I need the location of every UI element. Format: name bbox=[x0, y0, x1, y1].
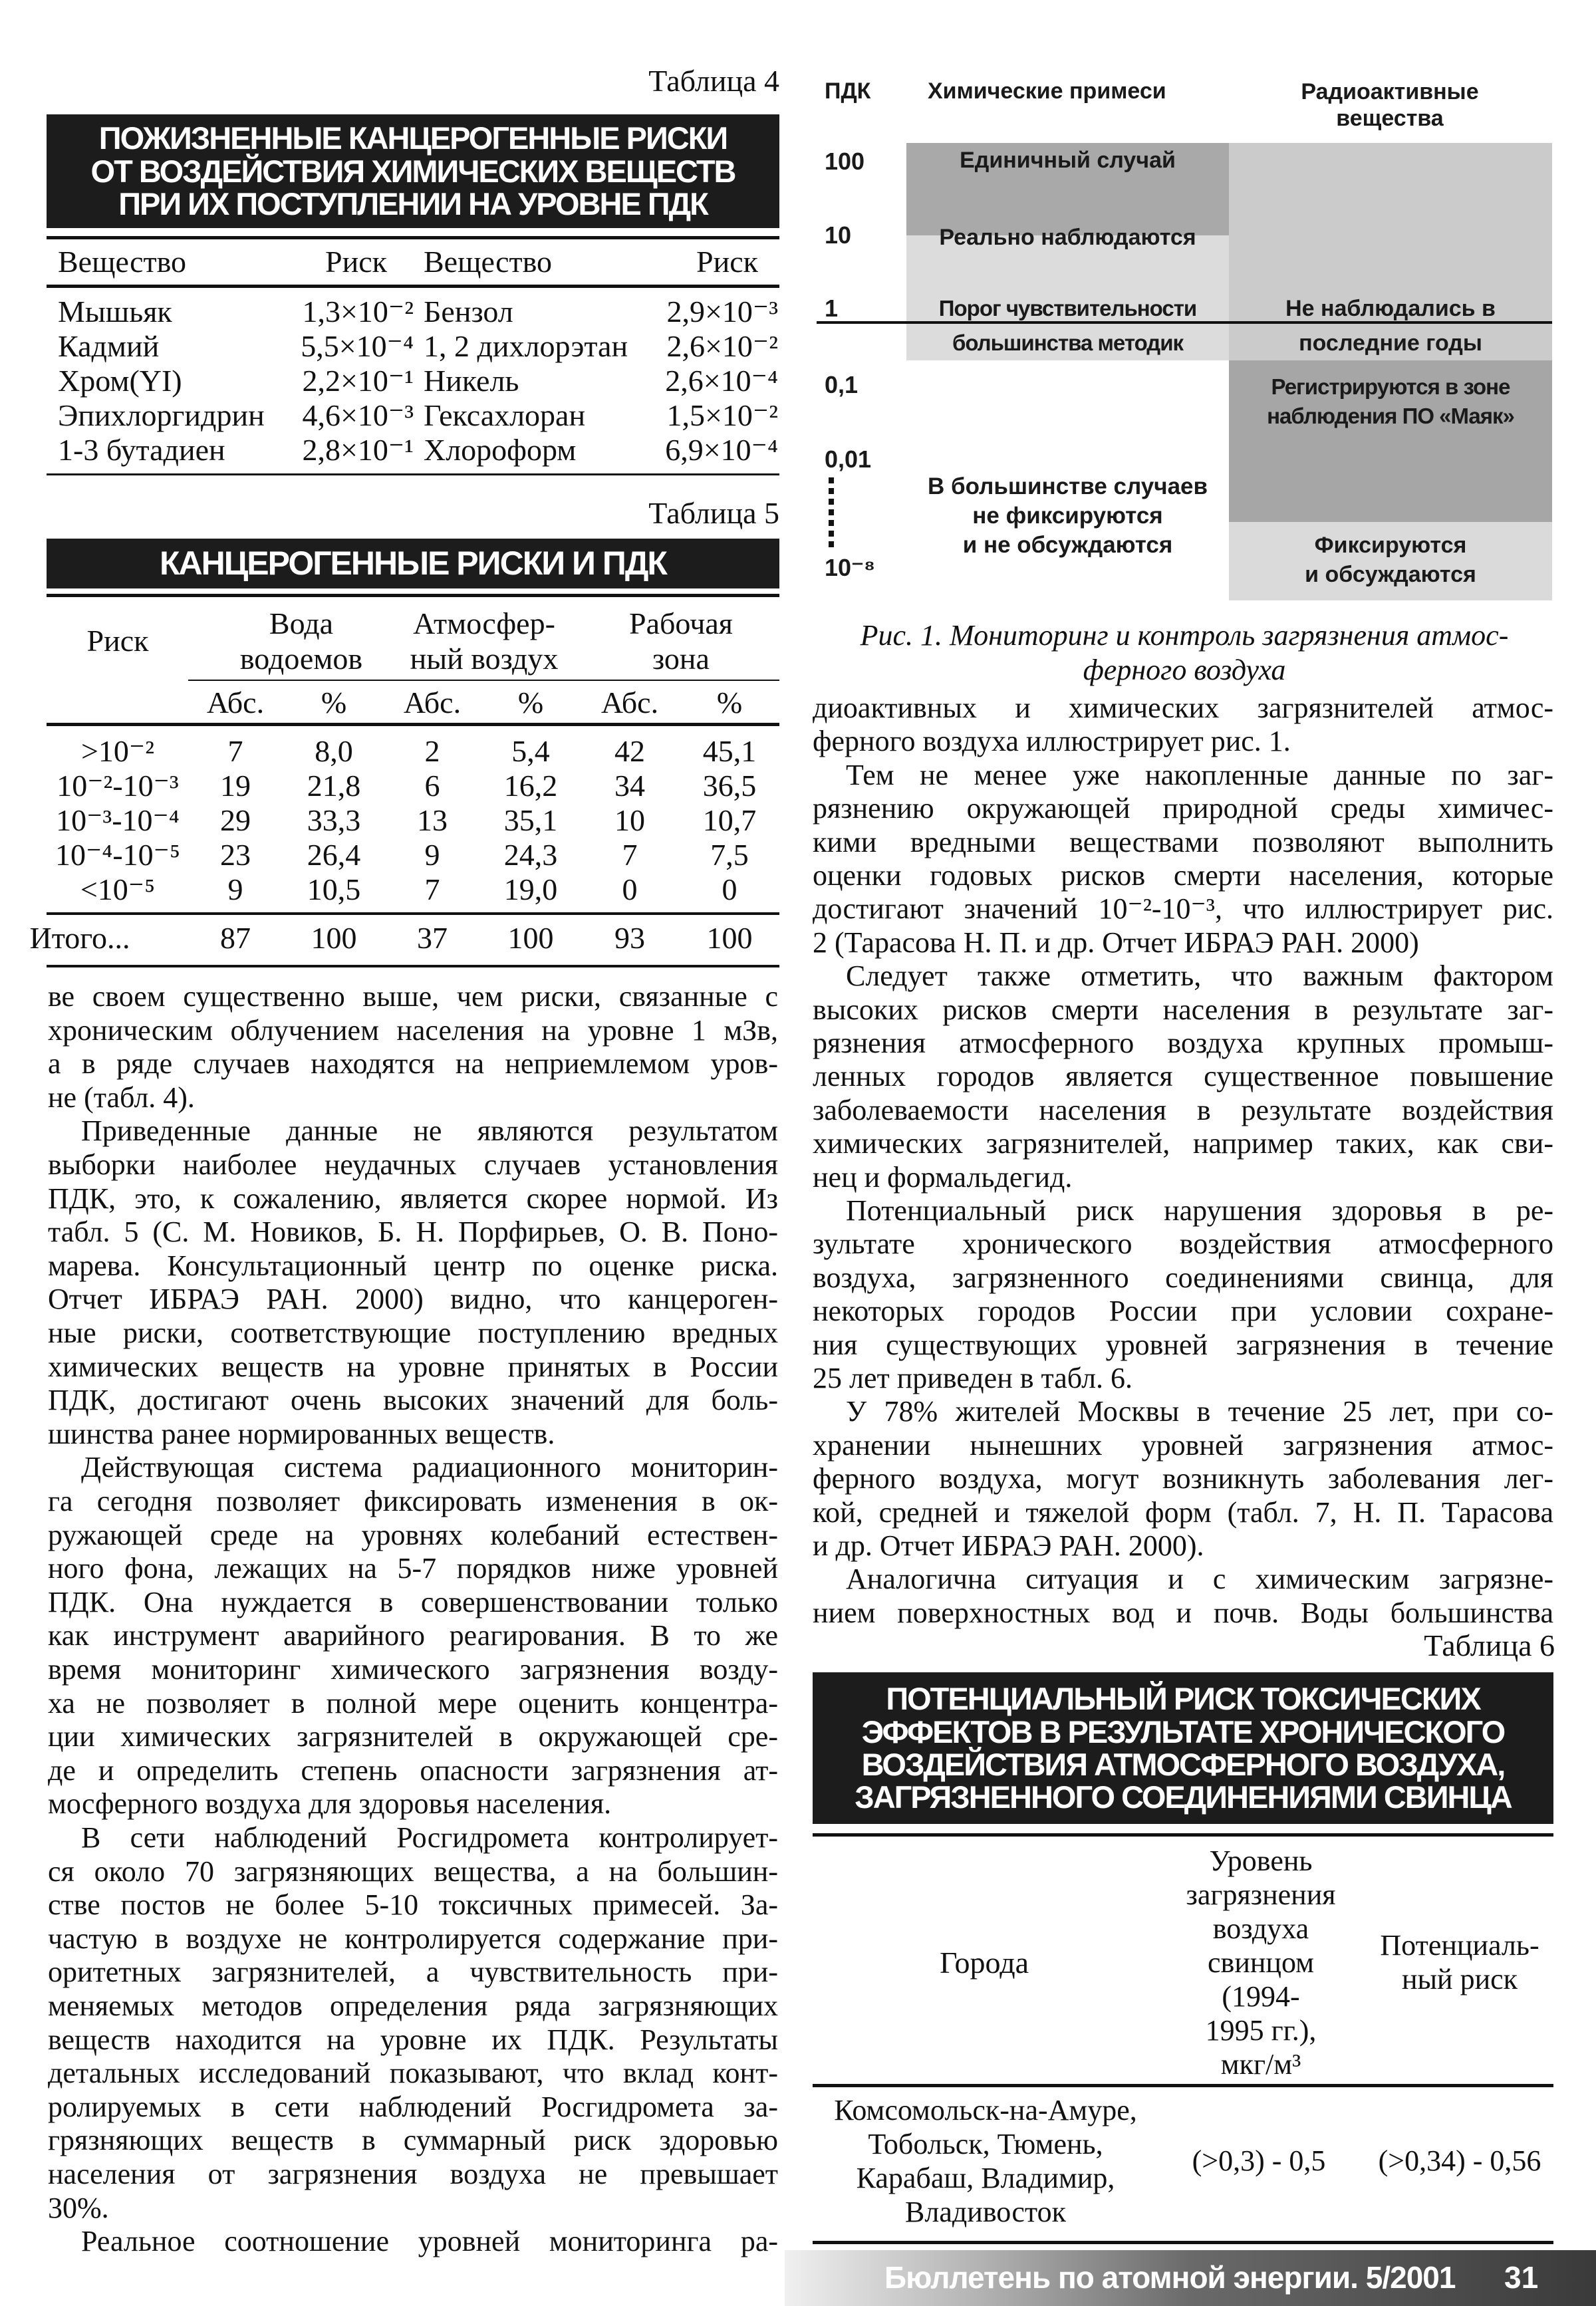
tick-label: 0,1 bbox=[825, 371, 859, 398]
table5-value: 9 bbox=[424, 838, 440, 872]
table5-value: 36,5 bbox=[702, 769, 757, 803]
table5-group-header: водоемов bbox=[239, 642, 363, 676]
table4-substance: Мышьяк bbox=[58, 295, 172, 328]
table4-title-line: ПОЖИЗНЕННЫЕ КАНЦЕРОГЕННЫЕ РИСКИ bbox=[98, 120, 728, 156]
city-line: Владивосток bbox=[905, 2196, 1066, 2228]
text-line: населения от загрязнения воздуха не превышает bbox=[48, 2158, 778, 2190]
text-line: Тем не менее уже накопленные данные по заг- bbox=[846, 758, 1553, 791]
table5-title-line: КАНЦЕРОГЕННЫЕ РИСКИ И ПДК bbox=[160, 545, 666, 582]
text-line: ния существующих уровней загрязнения в течение bbox=[813, 1328, 1553, 1361]
label-rad-not-observed-1: Не наблюдались в bbox=[1285, 296, 1496, 321]
text-line: химических загрязнителей, например таких, как сви- bbox=[813, 1127, 1553, 1160]
table5-group-header: зона bbox=[652, 642, 710, 676]
dotted-axis-break bbox=[829, 477, 834, 549]
text-line: ленных городов является существенное повышение bbox=[813, 1060, 1553, 1093]
divider bbox=[47, 912, 779, 915]
table5-total-value: 100 bbox=[706, 921, 753, 955]
table5-value: 0 bbox=[622, 872, 638, 906]
text-line: ружающей среде на уровнях колебаний естествен- bbox=[48, 1518, 778, 1551]
text-line: грязняющих веществ в суммарный риск здоровью bbox=[48, 2124, 778, 2157]
label-rad-fixed bbox=[1229, 531, 1552, 589]
divider bbox=[47, 236, 779, 239]
figure-col-rad-line: вещества bbox=[1336, 106, 1444, 131]
table5-risk-range: 10⁻⁴-10⁻⁵ bbox=[55, 838, 180, 872]
text-line: Потенциальный риск нарушения здоровья в ре- bbox=[846, 1194, 1553, 1227]
text-line: ве своем существенно выше, чем риски, связанные с bbox=[48, 980, 778, 1013]
text-line: ферного воздуха, могут возникнуть заболевания лег- bbox=[813, 1462, 1553, 1495]
text-line: выборки наиболее неудачных случаев установления bbox=[48, 1148, 778, 1181]
region-rad-not-observed bbox=[1229, 143, 1552, 360]
table5-value: 42 bbox=[614, 734, 645, 768]
tick-label: 100 bbox=[825, 148, 865, 175]
text-line: нием поверхностных вод и почв. Воды большинства bbox=[813, 1596, 1553, 1629]
tick-label: 0,01 bbox=[825, 446, 872, 473]
text-line: ПДК, это, к сожалению, является скорее нормой. Из bbox=[48, 1182, 778, 1215]
table5-value: 7 bbox=[424, 872, 440, 906]
header-line: загрязнения bbox=[1186, 1878, 1336, 1911]
table4-risk: 5,5×10⁻⁴ bbox=[301, 329, 414, 363]
text-line: ся около 70 загрязняющих вещества, а на большин- bbox=[48, 1855, 778, 1888]
table5-value: 6 bbox=[424, 769, 440, 803]
divider bbox=[813, 2241, 1553, 2244]
table4-header: Риск bbox=[696, 245, 758, 279]
table4-title-line: ОТ ВОЗДЕЙСТВИЯ ХИМИЧЕСКИХ ВЕЩЕСТВ bbox=[90, 153, 735, 189]
text-line: не (табл. 4). bbox=[48, 1081, 195, 1114]
figure-caption-line: Рис. 1. Мониторинг и контроль загрязнения атмос- bbox=[860, 619, 1509, 652]
header-line: свинцом bbox=[1208, 1946, 1314, 1979]
table5-value: 16,2 bbox=[503, 769, 558, 803]
table4-risk: 2,9×10⁻³ bbox=[666, 295, 778, 328]
text-line: Следует также отметить, что важным фактором bbox=[846, 960, 1553, 993]
table4-risk: 2,6×10⁻² bbox=[666, 329, 778, 363]
table6-cities bbox=[813, 2093, 1158, 2229]
table4-substance: Бензол bbox=[424, 295, 513, 328]
table4-substance: 1-3 бутадиен bbox=[58, 433, 225, 467]
table5-value: 7,5 bbox=[710, 838, 749, 872]
text-line: У 78% жителей Москвы в течение 25 лет, при со- bbox=[846, 1395, 1553, 1428]
table5-total-value: 100 bbox=[311, 921, 357, 955]
table5-total-label: Итого... bbox=[29, 921, 130, 955]
label-line: В большинстве случаев bbox=[927, 473, 1208, 499]
text-line: стве постов не более 5-10 токсичных примесей. За- bbox=[48, 1888, 778, 1922]
table5-subheader: Абс. bbox=[403, 686, 462, 719]
table6-header-level bbox=[1157, 1844, 1365, 2081]
divider bbox=[47, 594, 779, 597]
figure-caption bbox=[817, 618, 1552, 688]
header-line: Уровень bbox=[1209, 1845, 1313, 1877]
table5-value: 19,0 bbox=[503, 872, 558, 906]
text-line: ции химических загрязнителей в окружающей сре- bbox=[48, 1720, 778, 1753]
table5-value: 13 bbox=[417, 803, 448, 837]
table5-value: 10,7 bbox=[702, 803, 757, 837]
label-line: Регистрируются в зоне bbox=[1271, 374, 1510, 399]
text-line: веществ находится на уровне их ПДК. Результаты bbox=[48, 2023, 778, 2056]
table4-risk: 1,3×10⁻² bbox=[302, 295, 414, 328]
header-line: (1994- bbox=[1222, 1980, 1300, 2013]
text-line: зультате хронического воздействия атмосферного bbox=[813, 1227, 1553, 1261]
text-line: кими вредными веществами позволяют выполнить bbox=[813, 825, 1553, 858]
text-line: 30%. bbox=[48, 2191, 109, 2224]
table4-risk: 2,2×10⁻¹ bbox=[302, 364, 414, 398]
table5-value: 21,8 bbox=[307, 769, 361, 803]
tick-label: 10⁻⁸ bbox=[825, 554, 876, 581]
text-line: табл. 5 (С. М. Новиков, Б. Н. Порфирьев, О. В. Поно- bbox=[48, 1216, 778, 1249]
page-number: 31 bbox=[1504, 2260, 1539, 2295]
table6-title-line: ВОЗДЕЙСТВИЯ АТМОСФЕРНОГО ВОЗДУХА, bbox=[861, 1747, 1505, 1782]
city-line: Тобольск, Тюмень, bbox=[868, 2128, 1103, 2160]
text-line: детальных исследований показывают, что вклад конт- bbox=[48, 2057, 778, 2090]
text-line: диоактивных и химических загрязнителей атмос- bbox=[813, 692, 1553, 724]
figure-col-rad-line: Радиоактивные bbox=[1301, 79, 1479, 104]
table4-substance: 1, 2 дихлорэтан bbox=[424, 329, 628, 363]
table5-value: 5,4 bbox=[511, 734, 550, 768]
table5-total-value: 93 bbox=[614, 921, 645, 955]
table5-value: 45,1 bbox=[702, 734, 757, 768]
table5-risk-range: >10⁻² bbox=[80, 734, 155, 768]
table5-group-header: Вода bbox=[269, 606, 334, 640]
table5-subheader: Абс. bbox=[600, 686, 659, 719]
table5-value: 23 bbox=[220, 838, 251, 872]
table6-title bbox=[813, 1672, 1553, 1824]
text-line: де и определить степень опасности загрязнения ат- bbox=[48, 1753, 778, 1787]
text-line: оритетных загрязнителей, а чувствительность при- bbox=[48, 1956, 778, 1989]
text-line: ПДК, достигают очень высоких значений для боль- bbox=[48, 1384, 778, 1417]
table4-risk: 2,6×10⁻⁴ bbox=[665, 364, 778, 398]
text-line: меняемых методов определения ряда загрязняющих bbox=[48, 1989, 778, 2022]
text-line: ПДК. Она нуждается в совершенствовании только bbox=[48, 1585, 778, 1618]
table5-value: 35,1 bbox=[503, 803, 558, 837]
table5-value: 0 bbox=[722, 872, 737, 906]
text-line: время мониторинг химического загрязнения возду- bbox=[48, 1653, 778, 1686]
label-line: не фиксируются bbox=[972, 503, 1163, 529]
table6-title-line: ЭФФЕКТОВ В РЕЗУЛЬТАТЕ ХРОНИЧЕСКОГО bbox=[861, 1714, 1505, 1749]
label-rad-not-observed-2: последние годы bbox=[1299, 330, 1482, 356]
text-line: 25 лет приведен в табл. 6. bbox=[813, 1362, 1133, 1394]
table5-value: 26,4 bbox=[307, 838, 361, 872]
divider bbox=[188, 680, 779, 681]
table5-value: 10 bbox=[614, 803, 645, 837]
divider bbox=[47, 965, 779, 967]
table5-value: 2 bbox=[424, 734, 440, 768]
table5-group-header: Рабочая bbox=[629, 606, 733, 640]
table5-value: 33,3 bbox=[307, 803, 361, 837]
header-line: ный риск bbox=[1401, 1963, 1518, 1995]
text-line: достигают значений 10⁻²-10⁻³, что иллюстрирует рис. bbox=[813, 892, 1553, 926]
table5-subheader: % bbox=[517, 686, 544, 719]
text-line: как инструмент аварийного реагирования. В то же bbox=[48, 1619, 778, 1652]
text-line: ферного воздуха иллюстрирует рис. 1. bbox=[813, 725, 1291, 758]
text-line: хроническим облучением населения на уровне 1 мЗв, bbox=[48, 1013, 778, 1047]
table5-risk-range: 10⁻³-10⁻⁴ bbox=[56, 803, 180, 837]
table4-substance: Кадмий bbox=[58, 329, 160, 363]
text-line: шинства ранее нормированных веществ. bbox=[48, 1417, 555, 1450]
header-line: Потенциаль- bbox=[1380, 1929, 1539, 1962]
table5-value: 34 bbox=[614, 769, 645, 803]
table5-total-value: 100 bbox=[507, 921, 554, 955]
text-line: ного фона, лежащих на 5-7 порядков ниже уровней bbox=[48, 1552, 778, 1585]
text-line: марева. Консультационный центр по оценке риска. bbox=[48, 1249, 778, 1282]
text-line: некоторых городов России при условии сохране- bbox=[813, 1295, 1553, 1328]
table5-value: 7 bbox=[227, 734, 243, 768]
text-line: воздуха, загрязненного соединениями свинца, для bbox=[813, 1261, 1553, 1294]
tick-label: 1 bbox=[825, 295, 839, 322]
table4-substance: Гексахлоран bbox=[424, 398, 586, 432]
text-line: Аналогична ситуация и с химическим загрязне- bbox=[846, 1563, 1553, 1596]
text-line: частую в воздухе не контролируется содержание при- bbox=[48, 1922, 778, 1955]
table6-risk-value: (>0,34) - 0,56 bbox=[1378, 2144, 1541, 2177]
city-line: Карабаш, Владимир, bbox=[856, 2162, 1115, 2194]
text-line: высоких рисков смерти населения в результате заг- bbox=[813, 993, 1553, 1026]
text-line: га сегодня позволяет фиксировать изменения в ок- bbox=[48, 1485, 778, 1517]
text-line: Приведенные данные не являются результатом bbox=[81, 1114, 778, 1148]
table4-substance: Эпихлоргидрин bbox=[58, 398, 265, 432]
divider bbox=[47, 473, 779, 475]
table5-subheader: Абс. bbox=[206, 686, 265, 719]
label-line: Фиксируются bbox=[1314, 533, 1467, 558]
table5-title bbox=[47, 539, 779, 588]
table6-title-line: ПОТЕНЦИАЛЬНЫЙ РИСК ТОКСИЧЕСКИХ bbox=[886, 1681, 1480, 1717]
table5-risk-range: 10⁻²-10⁻³ bbox=[57, 769, 179, 803]
text-line: заболеваемости населения в результате воздействия bbox=[813, 1093, 1553, 1126]
label-threshold-2: большинства методик bbox=[952, 330, 1184, 355]
table4-substance: Хлороформ bbox=[424, 433, 577, 467]
table5-total-value: 37 bbox=[417, 921, 448, 955]
table5-value: 29 bbox=[220, 803, 251, 837]
table6-title-line: ЗАГРЯЗНЕННОГО СОЕДИНЕНИЯМИ СВИНЦА bbox=[855, 1779, 1512, 1815]
label-line: и не обсуждаются bbox=[962, 532, 1173, 558]
table5-value: 24,3 bbox=[503, 838, 558, 872]
table4-header: Риск bbox=[325, 245, 387, 279]
divider bbox=[47, 723, 779, 726]
text-line: Действующая система радиационного мониторин- bbox=[81, 1451, 778, 1484]
table6-level-value: (>0,3) - 0,5 bbox=[1192, 2144, 1326, 2177]
text-line: а в ряде случаев находятся на неприемлемом уров- bbox=[48, 1047, 778, 1081]
table5-group-header: ный воздух bbox=[410, 642, 559, 676]
footer-journal: Бюллетень по атомной энергии. 5/2001 bbox=[884, 2260, 1456, 2295]
divider bbox=[813, 1833, 1553, 1837]
text-line: химических веществ на уровне принятых в России bbox=[48, 1350, 778, 1383]
text-line: рязнению окружающей природной среды химичес- bbox=[813, 792, 1553, 825]
label-observed: Реально наблюдаются bbox=[939, 225, 1196, 250]
table4-risk: 2,8×10⁻¹ bbox=[302, 433, 414, 467]
table5-value: 7 bbox=[622, 838, 638, 872]
table4-title-line: ПРИ ИХ ПОСТУПЛЕНИИ НА УРОВНЕ ПДК bbox=[118, 186, 708, 222]
figure-axis-title: ПДК bbox=[825, 78, 871, 104]
label-single-case: Единичный случай bbox=[960, 148, 1176, 173]
text-line: Отчет ИБРАЭ РАН. 2000) видно, что канцероген- bbox=[48, 1283, 778, 1316]
table6-caption: Таблица 6 bbox=[1424, 1628, 1555, 1662]
table4-caption: Таблица 4 bbox=[648, 64, 779, 98]
text-line: Реальное соотношение уровней мониторинга ра- bbox=[81, 2225, 778, 2258]
table5-risk-header: Риск bbox=[86, 624, 149, 658]
table4-risk: 1,5×10⁻² bbox=[666, 398, 778, 432]
table5-value: 19 bbox=[220, 769, 251, 803]
text-line: мосферного воздуха для здоровья населения. bbox=[48, 1787, 612, 1821]
divider bbox=[47, 285, 779, 288]
text-line: ролируемых в сети наблюдений Росгидромета за- bbox=[48, 2090, 778, 2123]
text-line: В сети наблюдений Росгидромета контролирует- bbox=[81, 1821, 778, 1854]
text-line: рязнения атмосферного воздуха крупных промыш- bbox=[813, 1027, 1553, 1059]
figure-col-rad bbox=[1264, 78, 1516, 132]
divider bbox=[813, 2084, 1553, 2087]
text-line: хранении нынешних уровней загрязнения атмос- bbox=[813, 1428, 1553, 1462]
table5-subheader: % bbox=[716, 686, 743, 719]
label-threshold-1: Порог чувствительности bbox=[938, 296, 1197, 320]
table5-group-header: Атмосфер- bbox=[413, 606, 555, 640]
table4-substance: Никель bbox=[424, 364, 519, 398]
table5-total-value: 87 bbox=[220, 921, 251, 955]
text-line: 2 (Тарасова Н. П. и др. Отчет ИБРАЭ РАН. 2000) bbox=[813, 926, 1419, 959]
table4-risk: 4,6×10⁻³ bbox=[302, 398, 414, 432]
table4-header: Вещество bbox=[58, 245, 187, 279]
text-line: ные риски, соответствующие поступлению вредных bbox=[48, 1317, 778, 1349]
table5-risk-range: <10⁻⁵ bbox=[80, 872, 156, 906]
label-line: наблюдения ПО «Маяк» bbox=[1267, 404, 1514, 428]
label-line: и обсуждаются bbox=[1305, 562, 1476, 587]
text-line: кой, средней и тяжелой форм (табл. 7, Н. П. Тарасова bbox=[813, 1495, 1553, 1529]
table4-substance: Хром(YI) bbox=[58, 364, 182, 398]
figure-col-chem: Химические примеси bbox=[928, 78, 1166, 104]
figure-caption-line: ферного воздуха bbox=[1083, 654, 1286, 686]
label-rad-registered bbox=[1229, 372, 1552, 431]
text-line: оценки годовых рисков смерти населения, которые bbox=[813, 859, 1553, 892]
table5-subheader: % bbox=[321, 686, 347, 719]
table5-value: 10,5 bbox=[307, 872, 361, 906]
table4-risk: 6,9×10⁻⁴ bbox=[665, 433, 778, 467]
header-line: мкг/м³ bbox=[1220, 2048, 1301, 2081]
table6-header-cities: Города bbox=[939, 1946, 1029, 1980]
table5-value: 9 bbox=[227, 872, 243, 906]
text-line: нец и формальдегид. bbox=[813, 1160, 1073, 1194]
header-line: воздуха bbox=[1212, 1912, 1309, 1945]
table5-value: 8,0 bbox=[315, 734, 353, 768]
table4-header: Вещество bbox=[424, 245, 553, 279]
tick-label: 10 bbox=[825, 221, 852, 249]
table4-title bbox=[47, 114, 779, 228]
city-line: Комсомольск-на-Амуре, bbox=[834, 2094, 1137, 2126]
label-chem-not-fixed bbox=[906, 472, 1229, 560]
table5-caption: Таблица 5 bbox=[648, 496, 779, 530]
text-line: и др. Отчет ИБРАЭ РАН. 2000). bbox=[813, 1529, 1204, 1562]
text-line: ха не позволяет в полной мере оценить концентра- bbox=[48, 1686, 778, 1720]
table6-header-risk bbox=[1367, 1928, 1553, 1996]
header-line: 1995 гг.), bbox=[1205, 2014, 1317, 2047]
